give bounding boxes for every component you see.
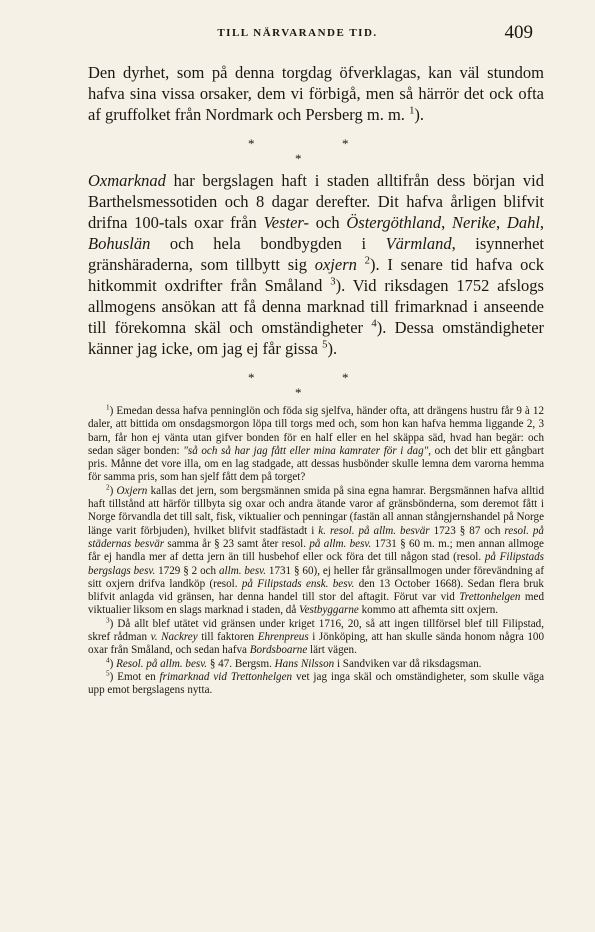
asterisk: *: [342, 136, 349, 151]
footnote-mark: 4: [106, 655, 110, 664]
paragraph-text: Den dyrhet, som på denna torgdag öfverklagas, kan väl stundom hafva sina vissa orsaker, dem vi förbigå, men så härrör det ock ofta af gruffolket från Nordmark och Persberg m. m.: [88, 63, 544, 124]
text-run: 1729 § 2 och: [155, 564, 219, 577]
footnote-ref-4: 4: [371, 317, 377, 330]
text-run: ,: [539, 213, 545, 232]
term-bordsboarne: Bordsboarne: [249, 644, 308, 657]
text-run: 1731 § 60), ej heller får gränsallmogen under förevändning af sitt oxjern drifva landköp (resol.: [88, 564, 545, 590]
text-run: och: [309, 213, 347, 232]
text-run: ,: [496, 213, 507, 232]
footnote-mark: 2: [106, 483, 110, 492]
section-ornament: [88, 365, 544, 399]
term-trettonhelgen: Trettonhelgen: [459, 591, 521, 604]
footnote-mark: 1: [106, 403, 110, 412]
text-run: kommo att afhemta sitt oxjern.: [358, 604, 499, 617]
paragraph-end: ).: [414, 105, 425, 124]
place-name: Nerike: [452, 213, 496, 232]
place-name: Vester-: [263, 213, 310, 232]
asterisk: *: [342, 370, 349, 385]
text-run: i Sandviken var då riksdagsman.: [334, 657, 482, 670]
citation: allm. besv.: [218, 564, 267, 577]
footnote-1: [88, 405, 544, 485]
text-run: i Jönköping, att han skulle sända honom några 100 oxar från Småland, och sedan hafva: [88, 631, 544, 657]
text-run: ): [109, 484, 117, 497]
citation: k. resol. på allm. besvär: [318, 524, 430, 537]
footnote-mark: 3: [106, 616, 110, 625]
asterisk: *: [248, 136, 255, 151]
asterisk: *: [248, 370, 255, 385]
text-run: med viktualier liksom en slags marknad i staden, då: [88, 591, 544, 617]
term-oxjern: Oxjern: [116, 484, 148, 497]
footnotes: [88, 405, 544, 698]
page-number: 409: [504, 22, 533, 43]
term-vestbyggarne: Vestbyggarne: [299, 604, 359, 617]
asterisk: *: [295, 151, 302, 166]
term-oxmarknad: Oxmarknad: [88, 171, 166, 190]
text-run: lärt vägen.: [307, 644, 357, 657]
text-run: vet jag inga skäl och omständigheter, som skulle väga upp emot bergslagens nytta.: [88, 670, 544, 697]
term-oxjern: oxjern: [314, 255, 357, 274]
text-run: och hela bondbygden i: [150, 234, 386, 253]
place-name: Värmland: [385, 234, 452, 253]
footnote-ref-1: 1: [409, 104, 415, 117]
place-name: Östergöthland: [346, 213, 442, 232]
text-run: den 13 October 1668). Sedan flera bruk blifvit anlagda vid gränsen, har denna handel till stor del aftagit. Förut var vid: [88, 577, 544, 604]
footnote-4: [88, 655, 544, 671]
footnote-ref-5: 5: [322, 338, 328, 351]
text-run: har bergslagen haft i staden alltifrån dess början vid Barthelsmessotiden och 8 dagar derefter. Dit hafva årligen blifvit drifna 100-tals oxar från: [88, 171, 544, 232]
place-name: Dahl: [506, 213, 540, 232]
text-run: ,: [441, 213, 453, 232]
text-run: ). Dessa omständigheter känner jag icke, om jag ej får gissa: [88, 318, 545, 358]
running-head: [0, 24, 595, 44]
text-run: kallas det jern, som bergsmännen smida på sina egna hamrar. Bergsmännen hafva alltid haft tillstånd att härför tillbyta sig oxar och andra ätande varor af gränsbönderna, som deremot fått i Norge förvandla det till salt, fisk, viktualier och penningar (fastän all annan stångjernshandel på Norge länge varit förbjuden), hvilket blifvit stadfästadt i: [88, 484, 544, 537]
footnote-ref-3: 3: [330, 275, 336, 288]
place-name: Bohuslän: [88, 234, 151, 253]
text-run: samma år § 23 samt åter resol.: [164, 537, 310, 550]
text-run: ). Vid riksdagen 1752 afslogs allmogens ansökan att få denna marknad till frimarknad i anseende till förekomna skäl och omständigheter: [88, 276, 544, 337]
paragraph-oxmarknad: [88, 170, 544, 359]
footnote-5: [88, 671, 544, 698]
text-run: 1723 § 87 och: [429, 524, 505, 537]
text-run: ) Emedan dessa hafva penninglön och föda sig sjelfva, händer ofta, att drängens hustru får 9 à 12 daler, att bittida om onsdagsmorgon löpa till torgs med och, som hon kan hafva hemma liggande 2, 3 barn, får hon ej vänta utan gifver bonden för en half eller en hel skäppa säd, hvad han begär: och sedan säger bonden:: [88, 405, 544, 457]
asterisk: *: [295, 385, 302, 400]
text-run: ): [109, 657, 117, 670]
text-run: ) Då allt blef utätet vid gränsen under kriget 1716, 20, så att ingen tillförsel blef till Filipstad, skref rådman: [88, 617, 544, 644]
text-run: , isynnerhet gränshäraderna, som tillbytt sig: [88, 234, 545, 274]
person-name: v. Nackrey: [150, 631, 198, 644]
text-run: ) Emot en: [109, 670, 160, 683]
paragraph-dyrhet: [88, 62, 544, 125]
person-name: Hans Nilsson: [274, 657, 335, 670]
footnote-3: [88, 618, 544, 658]
footnote-mark: 5: [106, 669, 110, 678]
section-ornament: [88, 131, 544, 165]
citation: på Filipstads ensk. besv.: [241, 577, 355, 590]
citation: resol. på städernas besvär: [88, 524, 544, 550]
person-name: Ehrenpreus: [257, 631, 309, 644]
citation: på Filipstads bergslags besv.: [88, 551, 545, 577]
main-text: [88, 62, 544, 404]
term-frimarknad: frimarknad vid Trettonhelgen: [159, 670, 293, 683]
text-run: ). I senare tid hafva ock hitkommit oxdrifter från Småland: [88, 255, 545, 295]
quoted-phrase: "så och så har jag fått eller mina kamrater för i dag": [183, 444, 429, 457]
running-title: TILL NÄRVARANDE TID.: [217, 27, 378, 39]
text-run: 1731 § 60 m. m.; men annan allmoge får ej handla mer af detta jern än till husbehof eller ock föra det till någon stad (resol.: [88, 537, 544, 564]
text-run: § 47. Bergsm.: [207, 657, 275, 670]
text-run: ).: [327, 339, 338, 358]
footnote-2: [88, 485, 544, 618]
citation: på allm. besv.: [309, 537, 372, 550]
text-run: till faktoren: [197, 631, 258, 644]
citation: Resol. på allm. besv.: [116, 657, 208, 670]
text-run: , och det blir ett gångbart pris. Månne det vore illa, om en lag stadgade, att dessas husbönder skulle lemna dem varorna hemma för samma pris, som han sjelf fått dem på torget?: [88, 444, 544, 484]
footnote-ref-2: 2: [364, 254, 371, 267]
